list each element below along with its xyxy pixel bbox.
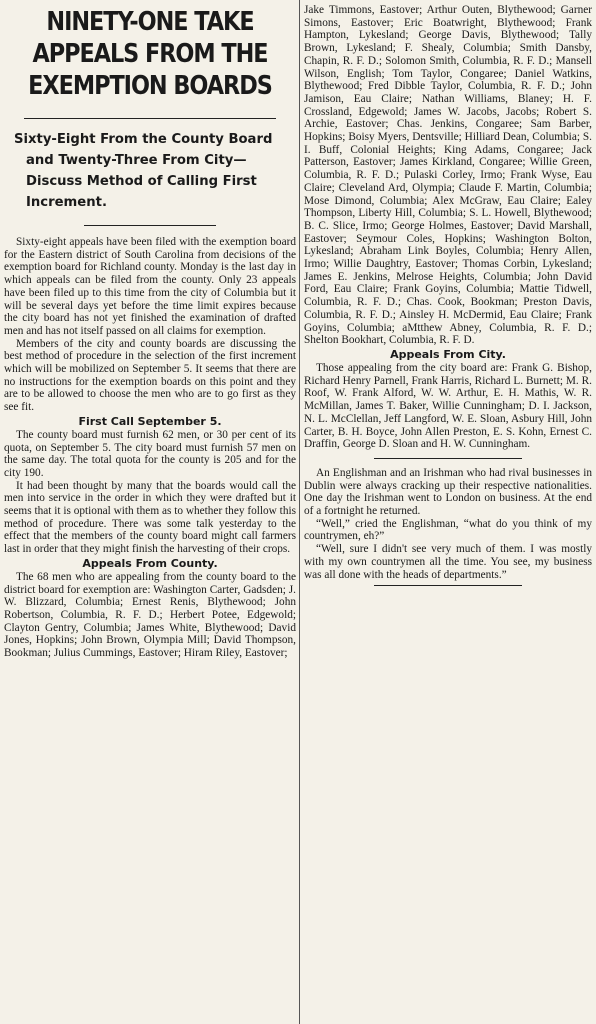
end-divider xyxy=(374,585,522,586)
column-rule xyxy=(299,0,300,1024)
headline xyxy=(24,6,275,102)
headline-line: NINETY-ONE TAKE xyxy=(46,7,254,37)
section-heading-first-call: First Call September 5. xyxy=(78,414,222,428)
right-column xyxy=(304,4,592,586)
joke-paragraph: “Well, sure I didn't see very much of them. I was mostly with my own countrymen all the time. You see, my business was all done with the heads of departments.” xyxy=(304,543,592,581)
subheadline: Sixty-Eight From the County Board and Twenty-Three From City—Discuss Method of Calling First Increment. xyxy=(14,132,273,210)
county-appeals-list: The 68 men who are appealing from the county board to the district board for exemption are: Washington Carter, Gadsden; J. W. Blizzard, Columbia; Ernest Renis, Blythewood; John Robertson, Columbia, R. F. D.; Herbert Potee, Edgewold; Clayton Gentry, Columbia; James White, Blythewood; David Jones, Hopkins; John Brown, Olympia Mill; David Thompson, Bookman; Julius Cummings, Eastover; Hiram Riley, Eastover; xyxy=(4,570,296,660)
headline-line: EXEMPTION BOARDS xyxy=(28,71,272,101)
article-paragraph: Members of the city and county boards are discussing the best method of procedure in the selection of the first increment which will be mobilized on September 5. It seems that there are no instructions for the exemption boards on this point and they are to be allowed to choose the men who are to go first as they see fit. xyxy=(4,337,296,414)
county-appeals-list-continued: Jake Timmons, Eastover; Arthur Outen, Blythewood; Garner Simons, Eastover; Eric Boatwright, Blythewood; Frank Hampton, Lykesland; George Davis, Blythewood; Tally Brown, Lykesland; F. Shealy, Columbia; Smith Dansby, Chapin, R. F. D.; Solomon Smith, Columbia, R. F. D.; Mansell Wilson, English; Tom Taylor, Congaree; Daniel Watkins, Blythewood; Fred Dibble Taylor, Columbia, R. F. D.; John Jamison, Eau Claire; Nathan Williams, Blaney; H. F. Crossland, Edgewold; James W. Jacobs, Jacobs; Robert S. Archie, Eastover; Chas. Jenkins, Congaree; Sam Barber, Hopkins; Boisy Myers, Dentsville; Hilliard Dean, Columbia; S. I. Buff, Colonial Heights; King Adams, Congaree; Jack Patterson, Eastover; James Kirkland, Congaree; Willie Green, Columbia, R. F. D.; Pulaski Corley, Irmo; Frank Wyse, Eau Claire; Cleveland Ard, Olympia; Claude F. Martin, Columbia; Mose Dimond, Columbia; Alex McGraw, Eau Claire; Ealey Thompson, Liberty Hill, Columbia; S. L. Howell, Blythewood; B. C. Slice, Irmo; George Holmes, Eastover; David Marshall, Eastover; Seymour Coles, Hopkins; Washington Bolton, Lykesland; Abraham Link Boyles, Columbia; Henry Allen, Irmo; Willie Daughtry, Eastover; Thomas Corbin, Lykesland; James E. Jenkins, Melrose Heights, Columbia; John David Ford, Eau Claire; Frank Goyins, Columbia; Mattie Tidwell, Columbia, R. F. D.; Chas. Cook, Bookman; Preston Davis, Columbia, R. F. D.; Ainsley H. McDermid, Eau Claire; Frank Goyins, Columbia; aMtthew Abney, Columbia, R. F. D.; Shelton Bookhart, Columbia, R. F. D. xyxy=(304,4,592,347)
article-divider xyxy=(374,458,522,459)
joke-paragraph: An Englishman and an Irishman who had rival businesses in Dublin were always cracking up their respective nationalities. One day the Irishman went to London on business. At the end of a fortnight he returned. xyxy=(304,466,592,518)
subheadline-divider xyxy=(84,225,216,226)
section-heading-city: Appeals From City. xyxy=(390,347,506,361)
headline-line: APPEALS FROM THE xyxy=(32,39,268,69)
article-paragraph: The county board must furnish 62 men, or 30 per cent of its quota, on September 5. The city board must furnish 57 men on the same day. The total quota for the county is 205 and for the city 190. xyxy=(4,428,296,479)
headline-divider xyxy=(24,118,276,119)
article-paragraph: It had been thought by many that the boards would call the men into service in the order in which they were drafted but it seems that it is optional with them as to whether they follow this method of procedure. There was some talk yesterday to the effect that the members of the county board might call farmers last in order that they might finish the harvesting of their crops. xyxy=(4,479,296,556)
left-column xyxy=(4,4,296,660)
joke-paragraph: “Well,” cried the Englishman, “what do you think of my countrymen, eh?” xyxy=(304,517,592,543)
article-paragraph: Sixty-eight appeals have been filed with the exemption board for the Eastern district of South Carolina from decisions of the exemption board for Richland county. Monday is the last day in which appeals can be filed from the county. Only 23 appeals have been filed up to this time from the city of Columbia but it will be several days yet before the time limit expires because the city board has not yet finished the examination of drafted men and has not itself passed on all claims for exemption. xyxy=(4,236,296,337)
section-heading-county: Appeals From County. xyxy=(82,556,218,570)
city-appeals-list: Those appealing from the city board are: Frank G. Bishop, Richard Henry Parnell, Frank Harris, Richard L. Burnett; M. R. Roof, W. Frank Alford, W. W. Arthur, E. H. Mathis, W. R. McMillan, James T. Baker, Willie Cunningham; D. I. Jackson, N. L. McClellan, Jeff Langford, W. E. Sloan, Asbury Hill, John Carter, B. H. Boyce, John Allen Preston, E. S. Kohn, Ernest C. Draffin, George D. Sloan and H. W. Cunningham. xyxy=(304,361,592,451)
